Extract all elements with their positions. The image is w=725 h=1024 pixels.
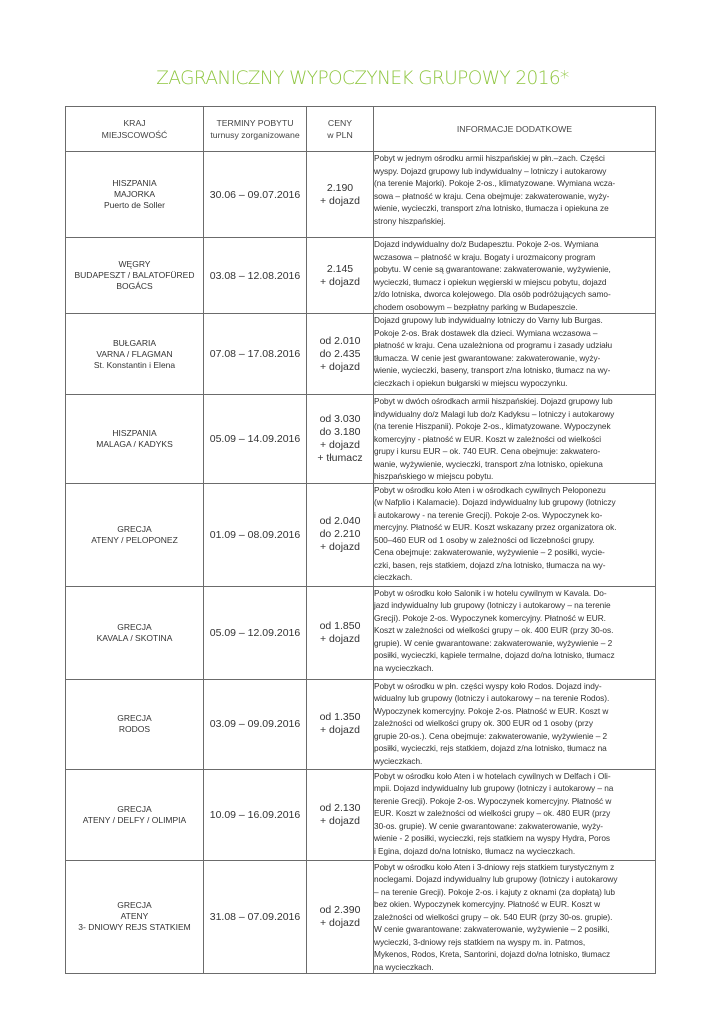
kraj-line: WĘGRY — [118, 259, 151, 269]
table-row — [66, 395, 656, 484]
info-line: na wycieczkach. — [374, 961, 434, 972]
ceny-line: + tłumacz — [317, 451, 363, 464]
cell-ceny — [307, 860, 374, 974]
info-line: W cenie gwarantowane: zakwaterowanie, wyżywienie – 2 posiłki, — [374, 924, 610, 934]
table-row — [66, 483, 656, 586]
ceny-line: + dojazd — [320, 194, 360, 207]
kraj-line: GRECJA — [117, 713, 152, 723]
kraj-line: RODOS — [118, 724, 151, 734]
header-terminy: TERMINY POBYTU turnusy zorganizowane — [204, 107, 307, 152]
cell-ceny — [307, 395, 374, 484]
cell-ceny — [307, 314, 374, 395]
cell-info — [374, 679, 656, 769]
cell-info — [374, 483, 656, 586]
ceny-line: od 2.390 — [319, 903, 361, 916]
table-row — [66, 314, 656, 395]
ceny-line: od 2.130 — [319, 801, 361, 814]
info-line: EUR. Koszt w zależności od wielkości grupy – ok. 480 EUR (przy — [374, 808, 611, 818]
info-line: widualny lub grupowy (lotniczy i autokarowy – na terenie Rodos). — [374, 693, 610, 703]
info-line: Pobyt w ośrodku koło Aten i 3-dniowy rejs statkiem turystycznym z — [374, 861, 615, 872]
table-row — [66, 860, 656, 974]
info-line: 30-os. grupie). W cenie gwarantowane: zakwaterowanie, wyży- — [374, 820, 604, 831]
kraj-line: 3- DNIOWY REJS STATKIEM — [78, 922, 191, 933]
cell-kraj — [66, 483, 204, 586]
page-title: ZAGRANICZNY WYPOCZYNEK GRUPOWY 2016* — [156, 68, 569, 89]
kraj-line: MAJORKA — [113, 189, 156, 199]
info-line: Dojazd grupowy lub indywidualny lotniczy do Varny lub Burgas. — [374, 315, 603, 325]
ceny-line: + dojazd — [320, 438, 360, 451]
ceny-line: + dojazd — [320, 632, 360, 645]
info-line: (w Nafplio i Kalamacie). Dojazd indywidualny lub grupowy (lotniczy — [374, 497, 616, 507]
cell-termin: 10.09 – 16.09.2016 — [204, 769, 307, 860]
info-line: i Egina, dojazd do/na lotnisko, tłumacz na wycieczkach. — [374, 845, 576, 856]
cell-kraj — [66, 860, 204, 974]
header-kraj: KRAJ MIEJSCOWOŚĆ — [66, 107, 204, 152]
cell-info — [374, 395, 656, 484]
ceny-line: od 2.040 — [319, 515, 361, 527]
info-line: chodem osobowym – bezpłatny parking w Budapeszcie. — [374, 301, 578, 312]
kraj-line: GRECJA — [117, 803, 152, 814]
info-line: Pobyt w jednym ośrodku armii hiszpańskiej w płn.–zach. Części — [374, 153, 605, 163]
info-line: wczasowa – płatność w kraju. Bogaty i urozmaicony program — [374, 251, 596, 262]
kraj-line: St. Konstantin i Elena — [93, 359, 176, 370]
info-line: wycieczki, tłumacz i opiekun węgierski w miejscu pobytu, dojazd — [374, 276, 607, 287]
kraj-line: BOGÁCS — [116, 281, 153, 291]
info-line: wycieczkach. — [374, 755, 423, 766]
ceny-line: do 3.180 — [319, 425, 361, 438]
info-line: mercyjny. Płatność w EUR. Koszt wskazany przez organizatora ok. — [374, 522, 617, 532]
ceny-line: + dojazd — [320, 360, 360, 373]
cell-info — [374, 860, 656, 974]
ceny-line: od 1.350 — [319, 711, 361, 723]
info-line: sowa – płatność w kraju. Cena obejmuje: zakwaterowanie, wyży- — [374, 190, 610, 201]
info-line: 500–460 EUR od 1 osoby w zależności od liczebności grupy. — [374, 534, 595, 545]
kraj-line: ATENY / PELOPONEZ — [91, 534, 178, 545]
cell-ceny — [307, 586, 374, 679]
cell-info — [374, 238, 656, 314]
ceny-line: 2.145 — [326, 262, 354, 275]
ceny-line: 2.190 — [326, 181, 354, 194]
kraj-line: MALAGA / KADYKS — [96, 438, 173, 449]
info-line: Cena obejmuje: zakwaterowanie, wyżywienie – 2 posiłki, wycie- — [374, 547, 605, 557]
header-informacje: INFORMACJE DODATKOWE — [374, 107, 656, 152]
cell-ceny — [307, 679, 374, 769]
kraj-line: GRECJA — [117, 900, 152, 911]
info-line: Pobyt w ośrodku koło Salonik i w hotelu cywilnym w Kavala. Do- — [374, 587, 607, 598]
cell-termin: 05.09 – 14.09.2016 — [204, 395, 307, 484]
cell-termin: 07.08 – 17.08.2016 — [204, 314, 307, 395]
info-line: wienie, wycieczki, baseny, transport z/na lotnisko, tłumacz na wy- — [374, 365, 611, 375]
info-line: Pobyt w ośrodku koło Aten i w hotelach cywilnych w Delfach i Oli- — [374, 770, 611, 781]
ceny-line: od 2.010 — [319, 334, 361, 347]
info-line: Pobyt w dwóch ośrodkach armii hiszpańskiej. Dojazd grupowy lub — [374, 396, 613, 406]
info-line: strony hiszpańskiej. — [374, 215, 446, 226]
info-line: indywidualny do/z Malagi lub do/z Kadyksu – lotniczy i autokarowy — [374, 408, 615, 419]
kraj-line: ATENY / DELFY / OLIMPIA — [82, 814, 187, 825]
info-line: Pobyt w ośrodku w płn. części wyspy koło Rodos. Dojazd indy- — [374, 680, 602, 691]
ceny-line: od 3.030 — [319, 412, 361, 425]
ceny-line: + dojazd — [320, 724, 360, 736]
info-line: Koszt w zależności od wielkości grupy – ok. 400 EUR (przy 30-os. — [374, 625, 614, 635]
table-row — [66, 586, 656, 679]
info-line: terenie Grecji). Pokoje 2-os. Wypoczynek komercyjny. Płatność w — [374, 795, 612, 806]
info-line: hiszpańskiego w miejscu pobytu. — [374, 471, 494, 481]
cell-termin: 30.06 – 09.07.2016 — [204, 152, 307, 238]
cell-ceny — [307, 483, 374, 586]
info-line: – na terenie Grecji). Pokoje 2-os. i kajuty z oknami (za dopłatą) lub — [374, 886, 615, 897]
kraj-line: GRECJA — [117, 621, 152, 632]
kraj-line: HISZPANIA — [112, 427, 157, 438]
ceny-line: od 1.850 — [319, 619, 361, 632]
cell-info — [374, 152, 656, 238]
cell-kraj — [66, 238, 204, 314]
info-line: wyspy. Dojazd grupowy lub indywidualny – lotniczy i autokarowy — [374, 165, 607, 176]
info-line: cieczkach. — [374, 572, 413, 582]
kraj-line: KAVALA / SKOTINA — [96, 632, 173, 643]
ceny-line: do 2.435 — [319, 347, 361, 360]
info-line: Pokoje 2-os. Brak dostawek dla dzieci. Wymiana wczasowa – — [374, 327, 598, 338]
info-line: czki, basen, rejs statkiem, dojazd z/na lotnisko, tłumacza na wy- — [374, 559, 606, 570]
info-line: wanie, wyżywienie, wycieczki, transport z/na lotnisko, opiekuna — [374, 458, 603, 469]
header-ceny: CENY w PLN — [307, 107, 374, 152]
ceny-line: + dojazd — [320, 541, 360, 553]
table-row — [66, 152, 656, 238]
info-line: Grecji). Pokoje 2-os. Wypoczynek komercyjny. Płatność w EUR. — [374, 612, 606, 623]
cell-kraj — [66, 314, 204, 395]
info-line: noclegami. Dojazd indywidualny lub grupowy (lotniczy i autokarowy — [374, 874, 618, 884]
info-line: cieczkach i opiekun bułgarski w miejscu wypoczynku. — [374, 377, 568, 388]
cell-ceny — [307, 769, 374, 860]
info-line: mpii. Dojazd indywidualny lub grupowy (lotniczy i autokarowy – na — [374, 783, 614, 793]
cell-termin: 01.09 – 08.09.2016 — [204, 483, 307, 586]
cell-ceny — [307, 152, 374, 238]
info-line: Pobyt w ośrodku koło Aten i w ośrodkach cywilnych Peloponezu — [374, 484, 606, 495]
trips-table — [65, 106, 656, 974]
cell-info — [374, 314, 656, 395]
cell-kraj — [66, 769, 204, 860]
table-row — [66, 679, 656, 769]
info-line: grupie). W cenie gwarantowane: zakwaterowanie, wyżywienie – 2 — [374, 637, 613, 648]
info-line: tłumacza. W cenie jest gwarantowane: zakwaterowanie, wyży- — [374, 352, 601, 363]
cell-termin: 03.09 – 09.09.2016 — [204, 679, 307, 769]
info-line: bez okien. Wypoczynek komercyjny. Płatność w EUR. Koszt w — [374, 899, 601, 909]
ceny-line: + dojazd — [320, 275, 360, 288]
info-line: i autokarowy - na terenie Grecji). Pokoje 2-os. Wypoczynek ko- — [374, 509, 603, 520]
info-line: Dojazd indywidualny do/z Budapesztu. Pokoje 2-os. Wymiana — [374, 239, 599, 249]
cell-kraj — [66, 586, 204, 679]
info-line: zależności od wielkości grupy ok. 300 EUR od 1 osoby (przy — [374, 718, 593, 728]
kraj-line: GRECJA — [117, 523, 152, 534]
kraj-line: VARNA / FLAGMAN — [96, 348, 173, 359]
info-line: wienie - 2 posiłki, wycieczki, rejs statkiem na wyspy Hydra, Poros — [374, 833, 611, 843]
table-row — [66, 238, 656, 314]
cell-kraj — [66, 395, 204, 484]
kraj-line: BUDAPESZT / BALATOFÜRED — [74, 270, 195, 280]
info-line: z/do lotniska, dworca kolejowego. Dla osób podróżujących samo- — [374, 289, 611, 299]
cell-kraj — [66, 679, 204, 769]
info-line: wycieczki, 3-dniowy rejs statkiem na wyspy m. in. Patmos, — [374, 936, 586, 947]
cell-termin: 03.08 – 12.08.2016 — [204, 238, 307, 314]
info-line: posiłki, wycieczki, kąpiele termalne, dojazd do/na lotnisko, tłumacz — [374, 650, 615, 660]
info-line: pobytu. W cenie są gwarantowane: zakwaterowanie, wyżywienie, — [374, 264, 611, 274]
info-line: grupie 20-os.). Cena obejmuje: zakwaterowanie, wyżywienie – 2 — [374, 730, 608, 741]
ceny-line: do 2.210 — [319, 528, 361, 540]
ceny-line: + dojazd — [320, 916, 360, 929]
info-line: grupy i kursu EUR – ok. 740 EUR. Cena obejmuje: zakwatero- — [374, 446, 601, 456]
info-line: komercyjny - płatność w EUR. Koszt w zależności od wielkości — [374, 433, 602, 444]
cell-info — [374, 586, 656, 679]
kraj-line: ATENY — [120, 911, 149, 922]
info-line: (na terenie Hiszpanii). Pokoje 2-os., klimatyzowane. Wypoczynek — [374, 421, 611, 431]
cell-kraj — [66, 152, 204, 238]
table-header-row — [66, 107, 656, 152]
info-line: zależności od wielkości grupy – ok. 540 EUR (przy 30-os. grupie). — [374, 911, 613, 922]
kraj-line: HISZPANIA — [112, 178, 157, 188]
cell-info — [374, 769, 656, 860]
info-line: (na terenie Majorki). Pokoje 2-os., klimatyzowane. Wymiana wcza- — [374, 178, 616, 188]
cell-ceny — [307, 238, 374, 314]
kraj-line: Puerto de Soller — [104, 200, 165, 210]
table-row — [66, 769, 656, 860]
ceny-line: + dojazd — [320, 814, 360, 827]
info-line: jazd indywidualny lub grupowy (lotniczy i autokarowy – na terenie — [374, 600, 611, 610]
info-line: Wypoczynek komercyjny. Pokoje 2-os. Płatność w EUR. Koszt w — [374, 705, 609, 716]
cell-termin: 31.08 – 07.09.2016 — [204, 860, 307, 974]
info-line: na wycieczkach. — [374, 662, 434, 673]
info-line: wienie, wycieczki, transport z/na lotnisko, tłumacza i opiekuna ze — [374, 203, 609, 213]
info-line: płatność w kraju. Cena uzależniona od programu i zasady udziału — [374, 340, 613, 350]
info-line: posiłki, wycieczki, rejs statkiem, dojazd z/na lotnisko, tłumacz na — [374, 743, 607, 753]
info-line: Mykenos, Rodos, Kreta, Santorini, dojazd do/na lotnisko, tłumacz — [374, 949, 611, 959]
cell-termin: 05.09 – 12.09.2016 — [204, 586, 307, 679]
kraj-line: BUŁGARIA — [113, 337, 156, 348]
